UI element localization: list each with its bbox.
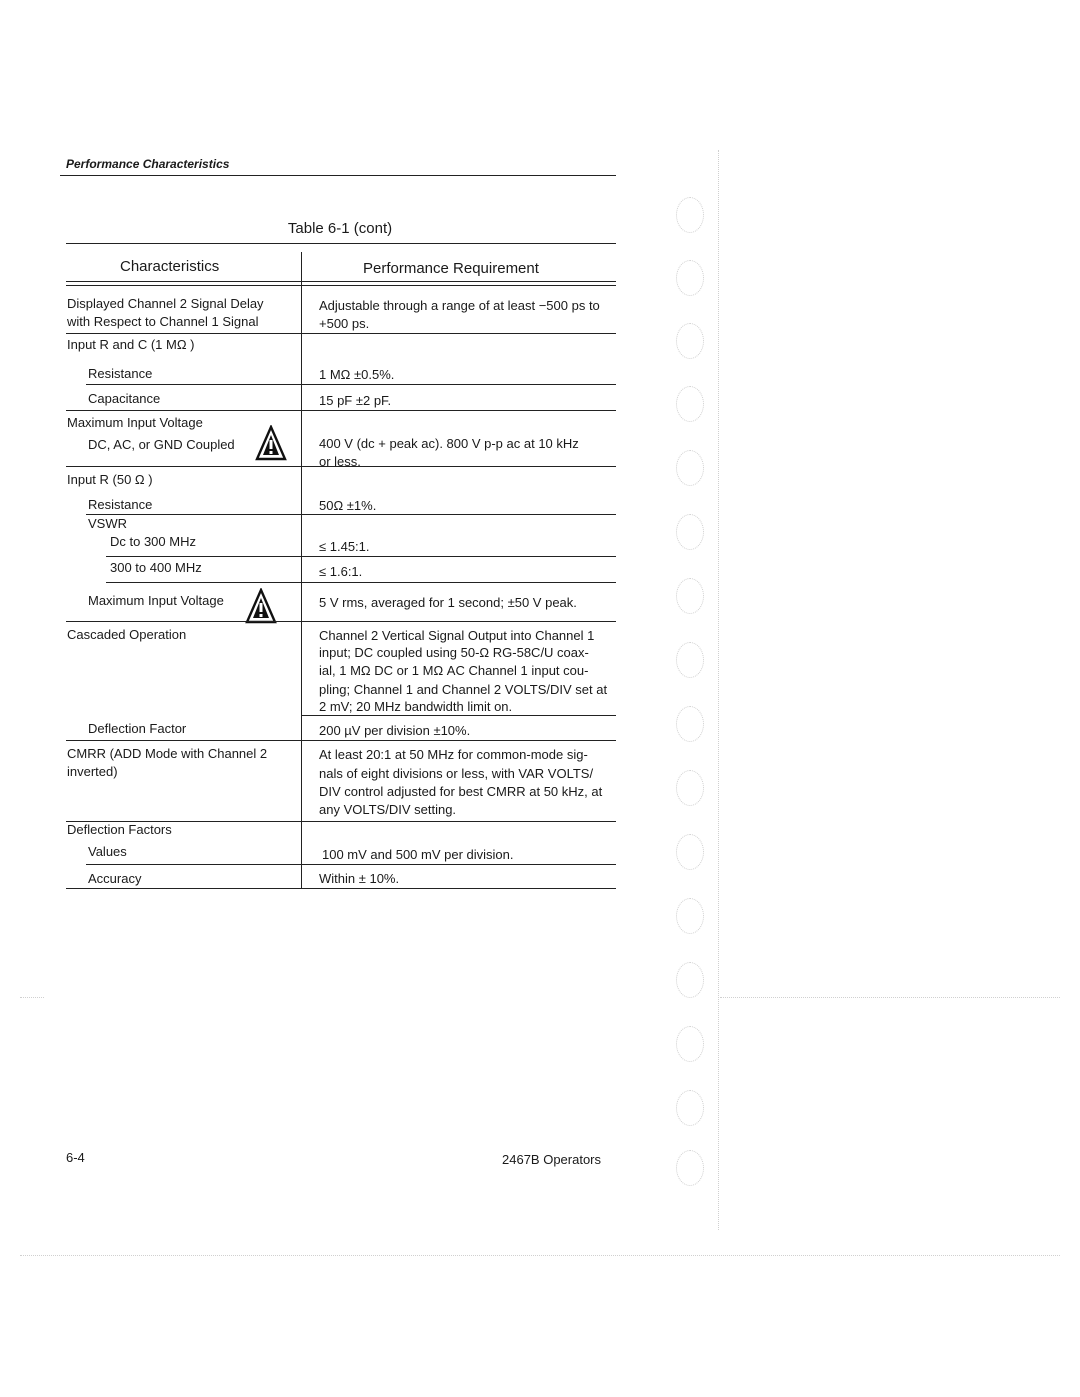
table-title: Table 6-1 (cont) [287,220,393,237]
row-rule [66,621,616,622]
table-cell: Displayed Channel 2 Signal Delay [67,296,264,311]
binder-hole-icon [676,450,704,486]
table-cell: 15 pF ±2 pF. [319,393,392,408]
section-title: Performance Characteristics [66,157,230,171]
table-cell: pling; Channel 1 and Channel 2 VOLTS/DIV set at [319,682,608,697]
row-rule [302,715,616,716]
table-cell: Maximum Input Voltage [67,415,203,430]
table-cell: 300 to 400 MHz [110,560,202,575]
scan-edge [720,997,1060,998]
col-header-performance: Performance Requirement [363,260,539,277]
table-cell: 100 mV and 500 mV per division. [322,847,514,862]
binder-hole-icon [676,1026,704,1062]
table-cell: Adjustable through a range of at least −500 ps to [319,298,600,313]
table-cell: Maximum Input Voltage [88,593,224,608]
table-cell: ≤ 1.45:1. [319,539,370,554]
row-rule [66,333,616,334]
page-number: 6-4 [66,1150,85,1165]
table-cell: +500 ps. [319,316,370,331]
manual-title: 2467B Operators [502,1152,602,1167]
warning-triangle-icon [255,425,287,463]
binder-hole-icon [676,578,704,614]
binder-hole-icon [676,386,704,422]
binder-hole-icon [676,323,704,359]
binder-hole-icon [676,770,704,806]
table-cell: any VOLTS/DIV setting. [319,802,457,817]
col-header-characteristics: Characteristics [120,258,220,275]
table-cell: VSWR [88,516,127,531]
table-cell: Values [88,844,127,859]
binder-hole-icon [676,514,704,550]
table-cell: Input R (50 Ω ) [67,472,153,487]
table-cell: Resistance [88,497,153,512]
row-rule [86,384,616,385]
table-cell: with Respect to Channel 1 Signal [67,314,259,329]
table-cell: DIV control adjusted for best CMRR at 50 kHz, at [319,784,603,799]
table-cell: or less. [319,454,361,469]
header-rule-1 [66,281,616,282]
table-cell: 50Ω ±1%. [319,498,377,513]
table-cell: Dc to 300 MHz [110,534,196,549]
header-rule-2 [66,285,616,286]
table-cell: input; DC coupled using 50-Ω RG-58C/U coax- [319,645,589,660]
binder-hole-icon [676,706,704,742]
table-cell: 2 mV; 20 MHz bandwidth limit on. [319,699,513,714]
binder-hole-icon [676,1150,704,1186]
scan-edge [20,997,44,998]
binder-hole-icon [676,834,704,870]
row-rule [66,466,616,467]
binder-hole-icon [676,260,704,296]
table-cell: 400 V (dc + peak ac). 800 V p-p ac at 10 kHz [319,436,579,451]
table-cell: 200 µV per division ±10%. [319,723,471,738]
table-cell: Cascaded Operation [67,627,187,642]
table-cell: Deflection Factors [67,822,172,837]
table-cell: Within ± 10%. [319,871,400,886]
table-cell: Deflection Factor [88,721,187,736]
table-bottom-rule [66,888,616,889]
table-cell: 5 V rms, averaged for 1 second; ±50 V peak. [319,595,577,610]
table-cell: ial, 1 MΩ DC or 1 MΩ AC Channel 1 input cou- [319,663,589,678]
table-cell: Channel 2 Vertical Signal Output into Channel 1 [319,628,595,643]
table-cell: inverted) [67,764,118,779]
table-cell: At least 20:1 at 50 MHz for common-mode sig- [319,747,588,762]
table-cell: CMRR (ADD Mode with Channel 2 [67,746,268,761]
row-rule [86,864,616,865]
binder-hole-icon [676,642,704,678]
header-rule [60,175,616,176]
binder-hole-icon [676,898,704,934]
table-cell: ≤ 1.6:1. [319,564,363,579]
table-cell: Capacitance [88,391,161,406]
table-cell: Resistance [88,366,153,381]
row-rule [86,514,616,515]
binder-hole-icon [676,1090,704,1126]
scan-edge [20,1255,1060,1256]
binder-hole-icon [676,197,704,233]
table-cell: nals of eight divisions or less, with VAR VOLTS/ [319,766,594,781]
table-cell: Input R and C (1 MΩ ) [67,337,195,352]
row-rule [106,556,616,557]
row-rule [66,410,616,411]
table-cell: DC, AC, or GND Coupled [88,437,235,452]
scan-edge [718,150,719,1230]
table-cell: 1 MΩ ±0.5%. [319,367,395,382]
table-top-rule [66,243,616,244]
binder-hole-icon [676,962,704,998]
table-cell: Accuracy [88,871,142,886]
row-rule [106,582,616,583]
row-rule [66,740,616,741]
column-divider [301,252,302,889]
